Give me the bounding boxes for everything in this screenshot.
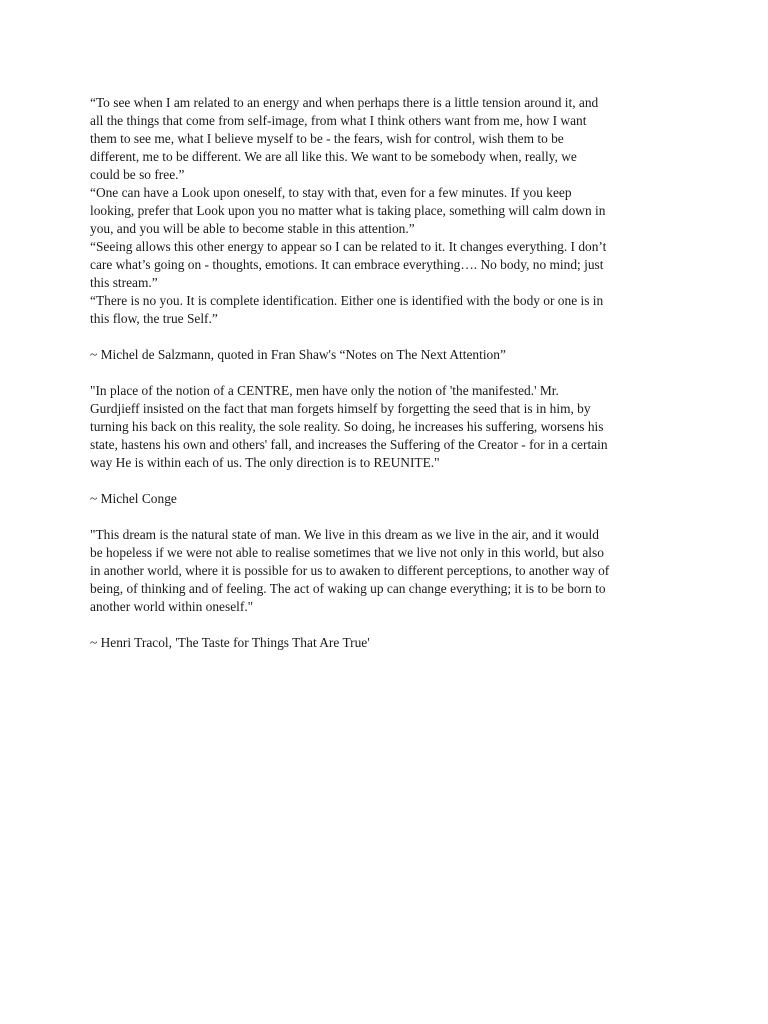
quote-block-de-salzmann bbox=[90, 94, 682, 328]
quote-block-tracol bbox=[90, 526, 682, 616]
text-line: looking, prefer that Look upon you no matter what is taking place, something will calm down in bbox=[90, 203, 606, 218]
paragraph-gap bbox=[90, 472, 682, 490]
text-line: be hopeless if we were not able to realise sometimes that we live not only in this world, but also bbox=[90, 545, 604, 560]
text-line: all the things that come from self-image, from what I think others want from me, how I want bbox=[90, 113, 587, 128]
attribution-de-salzmann: ~ Michel de Salzmann, quoted in Fran Shaw's “Notes on The Next Attention” bbox=[90, 347, 506, 362]
text-line: “One can have a Look upon oneself, to stay with that, even for a few minutes. If you keep bbox=[90, 185, 572, 200]
text-line: way He is within each of us. The only direction is to REUNITE." bbox=[90, 455, 440, 470]
quote-block-conge bbox=[90, 382, 682, 472]
text-line: this stream.” bbox=[90, 275, 158, 290]
text-line: "This dream is the natural state of man. We live in this dream as we live in the air, and it would bbox=[90, 527, 599, 542]
document-page bbox=[90, 94, 682, 652]
text-line: different, me to be different. We are all like this. We want to be somebody when, really, we bbox=[90, 149, 577, 164]
text-line: "In place of the notion of a CENTRE, men have only the notion of 'the manifested.' Mr. bbox=[90, 383, 559, 398]
paragraph-gap bbox=[90, 508, 682, 526]
text-line: “There is no you. It is complete identification. Either one is identified with the body or one is in bbox=[90, 293, 604, 308]
text-line: in another world, where it is possible for us to awaken to different perceptions, to another way of bbox=[90, 563, 610, 578]
text-line: “Seeing allows this other energy to appear so I can be related to it. It changes everything. I don’t bbox=[90, 239, 607, 254]
text-line: turning his back on this reality, the sole reality. So doing, he increases his suffering, worsens his bbox=[90, 419, 604, 434]
paragraph-gap bbox=[90, 364, 682, 382]
text-line: being, of thinking and of feeling. The act of waking up can change everything; it is to be born to bbox=[90, 581, 606, 596]
text-line: could be so free.” bbox=[90, 167, 185, 182]
text-line: them to see me, what I believe myself to be - the fears, wish for control, wish them to be bbox=[90, 131, 564, 146]
text-line: care what’s going on - thoughts, emotions. It can embrace everything…. No body, no mind; just bbox=[90, 257, 604, 272]
text-line: you, and you will be able to become stable in this attention.” bbox=[90, 221, 415, 236]
attribution-tracol: ~ Henri Tracol, 'The Taste for Things That Are True' bbox=[90, 635, 370, 650]
text-line: Gurdjieff insisted on the fact that man forgets himself by forgetting the seed that is in him, by bbox=[90, 401, 591, 416]
text-line: this flow, the true Self.” bbox=[90, 311, 218, 326]
text-line: “To see when I am related to an energy and when perhaps there is a little tension around it, and bbox=[90, 95, 599, 110]
text-line: state, hastens his own and others' fall, and increases the Suffering of the Creator - for in a certain bbox=[90, 437, 608, 452]
attribution-conge: ~ Michel Conge bbox=[90, 491, 177, 506]
paragraph-gap bbox=[90, 616, 682, 634]
paragraph-gap bbox=[90, 328, 682, 346]
text-line: another world within oneself." bbox=[90, 599, 254, 614]
